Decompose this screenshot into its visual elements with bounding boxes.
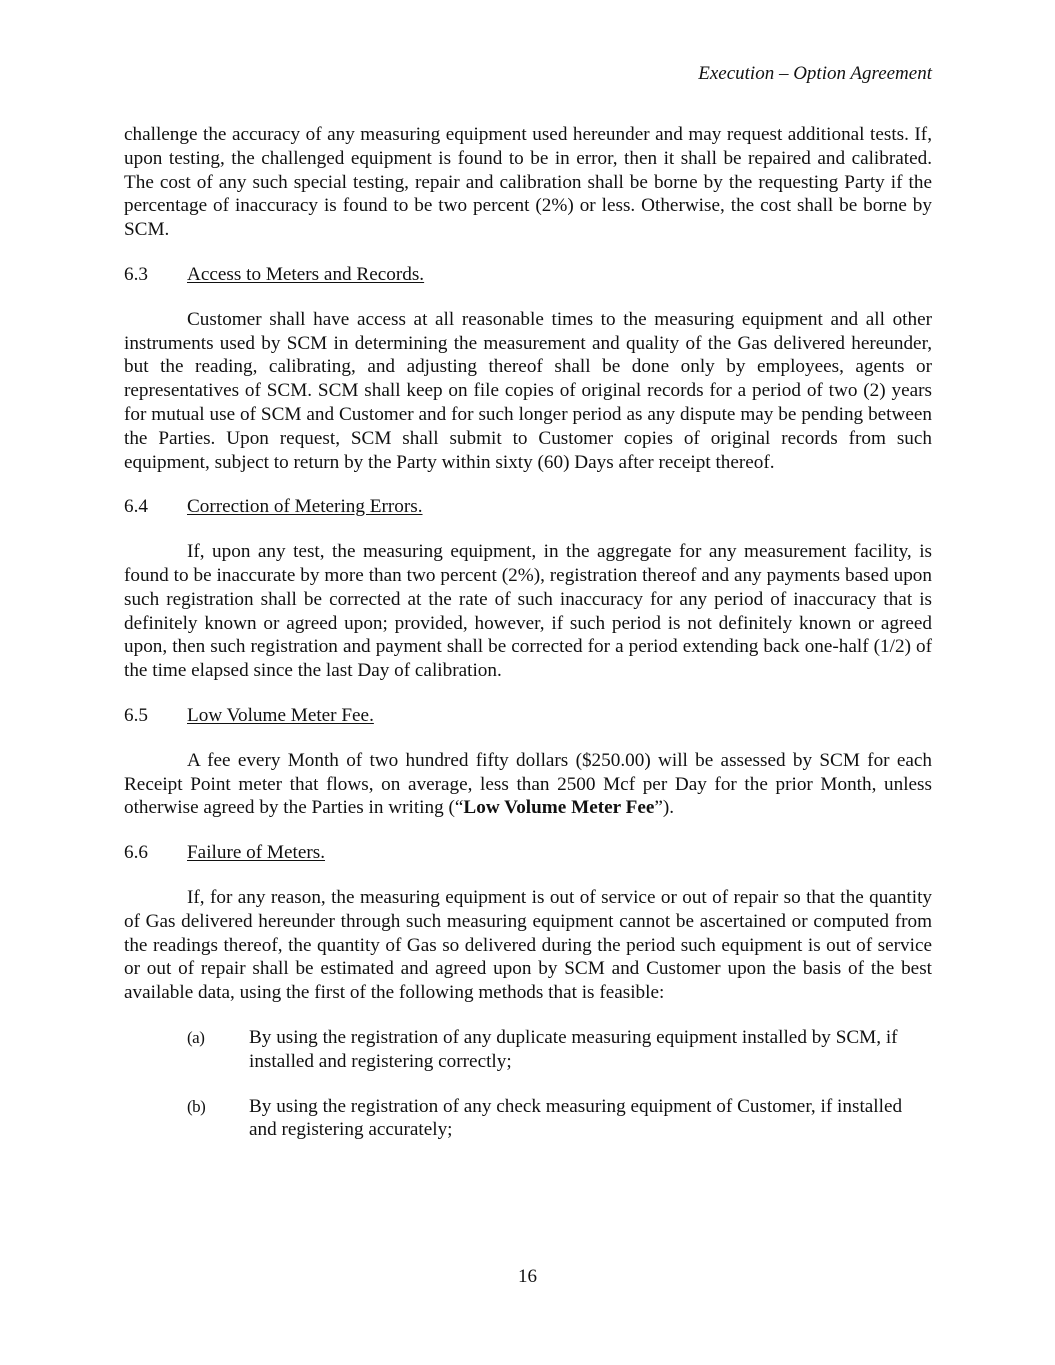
section-heading-6-3 xyxy=(124,263,932,287)
document-header: Execution – Option Agreement xyxy=(698,63,932,84)
list-item-b xyxy=(124,1095,932,1143)
section-number: 6.3 xyxy=(124,263,148,285)
section-number: 6.6 xyxy=(124,842,148,864)
section-title: Access to Meters and Records. xyxy=(187,263,425,285)
section-6-3-body: Customer shall have access at all reasonable times to the measuring equipment and all other instruments used by SCM in determining the measurement and quality of the Gas delivered hereunder, but the reading, calibrating, and adjusting thereof shall be done only by employees, agents or representatives of SCM. SCM shall keep on file copies of original records for a period of two (2) years for mutual use of SCM and Customer and for such longer period as any dispute may be pending between the Parties. Upon request, SCM shall submit to Customer copies of original records from such equipment, subject to return by the Party within sixty (60) Days after receipt thereof. xyxy=(124,308,932,473)
list-label: (b) xyxy=(187,1096,206,1116)
section-title: Failure of Meters. xyxy=(187,842,326,864)
section-title: Low Volume Meter Fee. xyxy=(187,704,374,726)
section-number: 6.5 xyxy=(124,704,148,726)
section-heading-6-4 xyxy=(124,495,932,519)
list-text: By using the registration of any duplicate measuring equipment installed by SCM, if installed and registering correctly; xyxy=(249,1026,898,1072)
defined-term: Low Volume Meter Fee xyxy=(463,797,655,819)
document-body xyxy=(124,123,932,1163)
section-6-4-body: If, upon any test, the measuring equipment, in the aggregate for any measurement facility, is found to be inaccurate by more than two percent (2%), registration thereof and any payments based upon such registration shall be corrected at the rate of such inaccuracy for any period of inaccuracy that is definitely known or agreed upon; provided, however, if such period is not definitely known or agreed upon, then such registration and payment shall be corrected for a period extending back one-half (1/2) of the time elapsed since the last Day of calibration. xyxy=(124,541,932,682)
section-6-5-body xyxy=(124,749,932,820)
section-heading-6-5 xyxy=(124,704,932,728)
section-number: 6.4 xyxy=(124,496,148,518)
page-number: 16 xyxy=(518,1266,537,1287)
section-title: Correction of Metering Errors. xyxy=(187,496,423,518)
section-heading-6-6 xyxy=(124,841,932,865)
section-6-5-text-start: A fee every Month of two hundred fifty dollars ($250.00) will be assessed by SCM for each Receipt Point meter that flows, on average, less than 2500 Mcf per Day for the prior Month, unless otherwise agreed by the Parties in writing (“ xyxy=(124,749,932,819)
continued-paragraph: challenge the accuracy of any measuring equipment used hereunder and may request additional tests. If, upon testing, the challenged equipment is found to be in error, then it shall be repaired and calibrated. The cost of any such special testing, repair and calibration shall be borne by the requesting Party if the percentage of inaccuracy is found to be two percent (2%) or less. Otherwise, the cost shall be borne by SCM. xyxy=(124,124,932,241)
section-6-6-body: If, for any reason, the measuring equipment is out of service or out of repair so that the quantity of Gas delivered hereunder through such measuring equipment cannot be ascertained or computed from the readings thereof, the quantity of Gas so delivered during the period such equipment is out of service or out of repair shall be estimated and agreed upon by SCM and Customer upon the basis of the best available data, using the first of the following methods that is feasible: xyxy=(124,886,932,1004)
list-label: (a) xyxy=(187,1027,205,1047)
list-item-a xyxy=(124,1026,932,1074)
section-6-5-text-end: ”). xyxy=(654,797,675,819)
list-text: By using the registration of any check measuring equipment of Customer, if installed and registering accurately; xyxy=(249,1095,903,1141)
